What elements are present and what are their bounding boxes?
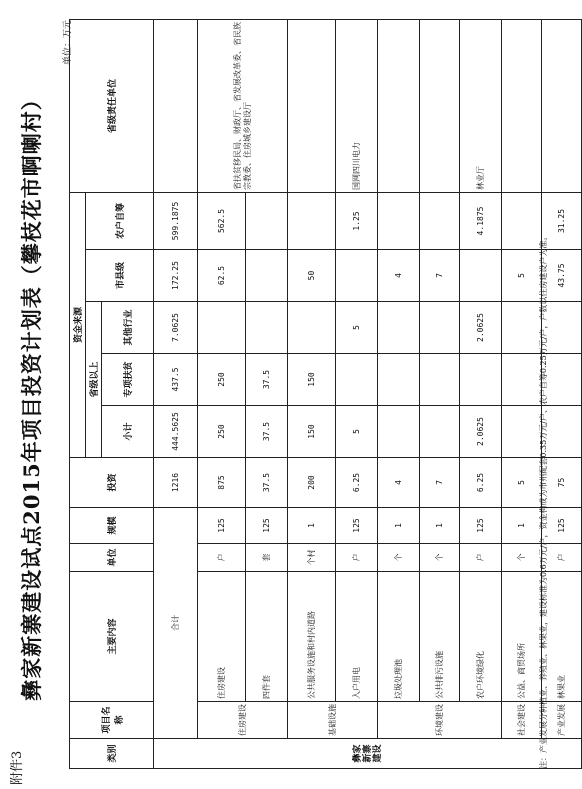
row-subtotal: 5 [336, 406, 378, 458]
row-dept: 国网四川电力 [336, 19, 378, 192]
row-special [378, 354, 420, 406]
unit-label: 单位：万元 [63, 20, 73, 66]
row-unit: 套 [246, 544, 288, 572]
row-investment: 4 [378, 458, 420, 508]
row-scale: 125 [246, 508, 288, 544]
item-name: 社会建设 [502, 702, 542, 739]
row-special [502, 354, 542, 406]
row-dept: 林业厅 [460, 19, 502, 192]
row-scale: 125 [198, 508, 246, 544]
row-subtotal: 250 [198, 406, 246, 458]
row-investment: 37.5 [246, 458, 288, 508]
row-farmer [502, 192, 542, 249]
row-other [288, 302, 336, 354]
row-dept [502, 19, 542, 192]
row-special [336, 354, 378, 406]
total-subtotal: 444.5625 [154, 406, 198, 458]
row-city: 50 [288, 250, 336, 302]
total-label: 合计 [154, 508, 198, 739]
row-other [378, 302, 420, 354]
row-farmer: 562.5 [198, 192, 246, 249]
row-subtotal [378, 406, 420, 458]
row-unit: 户 [336, 544, 378, 572]
row-farmer [378, 192, 420, 249]
header-dept: 省级责任单位 [70, 19, 154, 192]
row-city [336, 250, 378, 302]
total-other: 7.0625 [154, 302, 198, 354]
row-unit: 户 [542, 544, 582, 572]
table-row [420, 19, 460, 768]
row-content: 公共排污设施 [420, 572, 460, 702]
header-special: 专项扶贫 [102, 354, 154, 406]
row-farmer [288, 192, 336, 249]
row-dept [542, 19, 582, 192]
row-unit: 个 [502, 544, 542, 572]
item-name: 产业发展 [542, 702, 582, 739]
table-row [502, 19, 542, 768]
header-subtotal: 小计 [102, 406, 154, 458]
row-subtotal: 2.0625 [460, 406, 502, 458]
row-unit: 户 [198, 544, 246, 572]
row-investment: 7 [420, 458, 460, 508]
table-row-total [154, 19, 198, 768]
header-content: 主要内容 [70, 572, 154, 702]
row-other: 5 [336, 302, 378, 354]
table-row [460, 19, 502, 768]
total-investment: 1216 [154, 458, 198, 508]
row-subtotal: 37.5 [246, 406, 288, 458]
row-scale: 1 [420, 508, 460, 544]
row-content: 住房建设 [198, 572, 246, 702]
row-farmer: 31.25 [542, 192, 582, 249]
row-city [246, 250, 288, 302]
row-content: 林果业 [542, 572, 582, 702]
total-city: 172.25 [154, 250, 198, 302]
row-unit: 个 [420, 544, 460, 572]
row-city: 4 [378, 250, 420, 302]
row-content: 公共服务设施和村内道路 [288, 572, 336, 702]
row-content: 农户环境绿化 [460, 572, 502, 702]
row-investment: 6.25 [336, 458, 378, 508]
row-investment: 875 [198, 458, 246, 508]
row-farmer [420, 192, 460, 249]
row-farmer: 1.25 [336, 192, 378, 249]
row-dept: 省扶贫移民局、财政厅、省发展改革委、省民族宗教委、住房城乡建设厅 [198, 19, 288, 192]
total-dept [154, 19, 198, 192]
row-special [420, 354, 460, 406]
item-name: 住房建设 [198, 702, 288, 739]
row-dept [420, 19, 460, 192]
header-other: 其他行业 [102, 302, 154, 354]
investment-table [69, 19, 582, 769]
header-scale: 规模 [70, 508, 154, 544]
row-special: 37.5 [246, 354, 288, 406]
header-category: 类别 [70, 739, 154, 769]
row-scale: 125 [460, 508, 502, 544]
category-cell: 彝家新寨建设 [154, 739, 582, 769]
page-title: 彝家新寨建设试点2015年项目投资计划表（攀枝花市啊喇村） [19, 88, 44, 701]
header-funding: 资金来源 [70, 192, 86, 457]
row-scale: 1 [378, 508, 420, 544]
item-name: 环境建设 [378, 702, 502, 739]
footnote: 注：产业发展分种植业、养殖业、林果业，建设标准为0.6万元/户，资金构成为市州配套0.35万元/户、农户自筹0.25万元/户，户数以住房建设户为准。 [539, 232, 548, 769]
attachment-label: 附件3 [10, 750, 25, 785]
row-investment: 6.25 [460, 458, 502, 508]
row-farmer: 4.1875 [460, 192, 502, 249]
row-special: 250 [198, 354, 246, 406]
row-city: 43.75 [542, 250, 582, 302]
row-content: 公益、商贸场所 [502, 572, 542, 702]
row-other [502, 302, 542, 354]
row-unit: 个 [378, 544, 420, 572]
row-subtotal [502, 406, 542, 458]
row-special: 150 [288, 354, 336, 406]
row-subtotal: 150 [288, 406, 336, 458]
table-row [198, 19, 246, 768]
row-subtotal [420, 406, 460, 458]
row-special [460, 354, 502, 406]
header-item-name: 项目名称 [70, 702, 154, 739]
row-other [198, 302, 246, 354]
row-city: 5 [502, 250, 542, 302]
row-unit: 个村 [288, 544, 336, 572]
row-other [420, 302, 460, 354]
header-provincial: 省级以上 [86, 302, 102, 458]
row-other [246, 302, 288, 354]
row-scale: 1 [288, 508, 336, 544]
row-scale: 1 [502, 508, 542, 544]
row-investment: 5 [502, 458, 542, 508]
row-city: 7 [420, 250, 460, 302]
total-farmer: 599.1875 [154, 192, 198, 249]
row-farmer [246, 192, 288, 249]
table-row [336, 19, 378, 768]
row-content: 四件套 [246, 572, 288, 702]
header-city: 市县级 [86, 250, 154, 302]
header-investment: 投资 [70, 458, 154, 508]
total-special: 437.5 [154, 354, 198, 406]
header-unit: 单位 [70, 544, 154, 572]
row-unit: 户 [460, 544, 502, 572]
row-content: 入户用电 [336, 572, 378, 702]
row-content: 垃圾处理池 [378, 572, 420, 702]
table-row [288, 19, 336, 768]
row-city: 62.5 [198, 250, 246, 302]
row-dept [288, 19, 336, 192]
row-scale: 125 [542, 508, 582, 544]
row-investment: 75 [542, 458, 582, 508]
row-dept [378, 19, 420, 192]
row-city [460, 250, 502, 302]
row-investment: 200 [288, 458, 336, 508]
row-other: 2.0625 [460, 302, 502, 354]
row-scale: 125 [336, 508, 378, 544]
header-farmer: 农户自筹 [86, 192, 154, 249]
table-row [378, 19, 420, 768]
item-name: 基础设施 [288, 702, 378, 739]
